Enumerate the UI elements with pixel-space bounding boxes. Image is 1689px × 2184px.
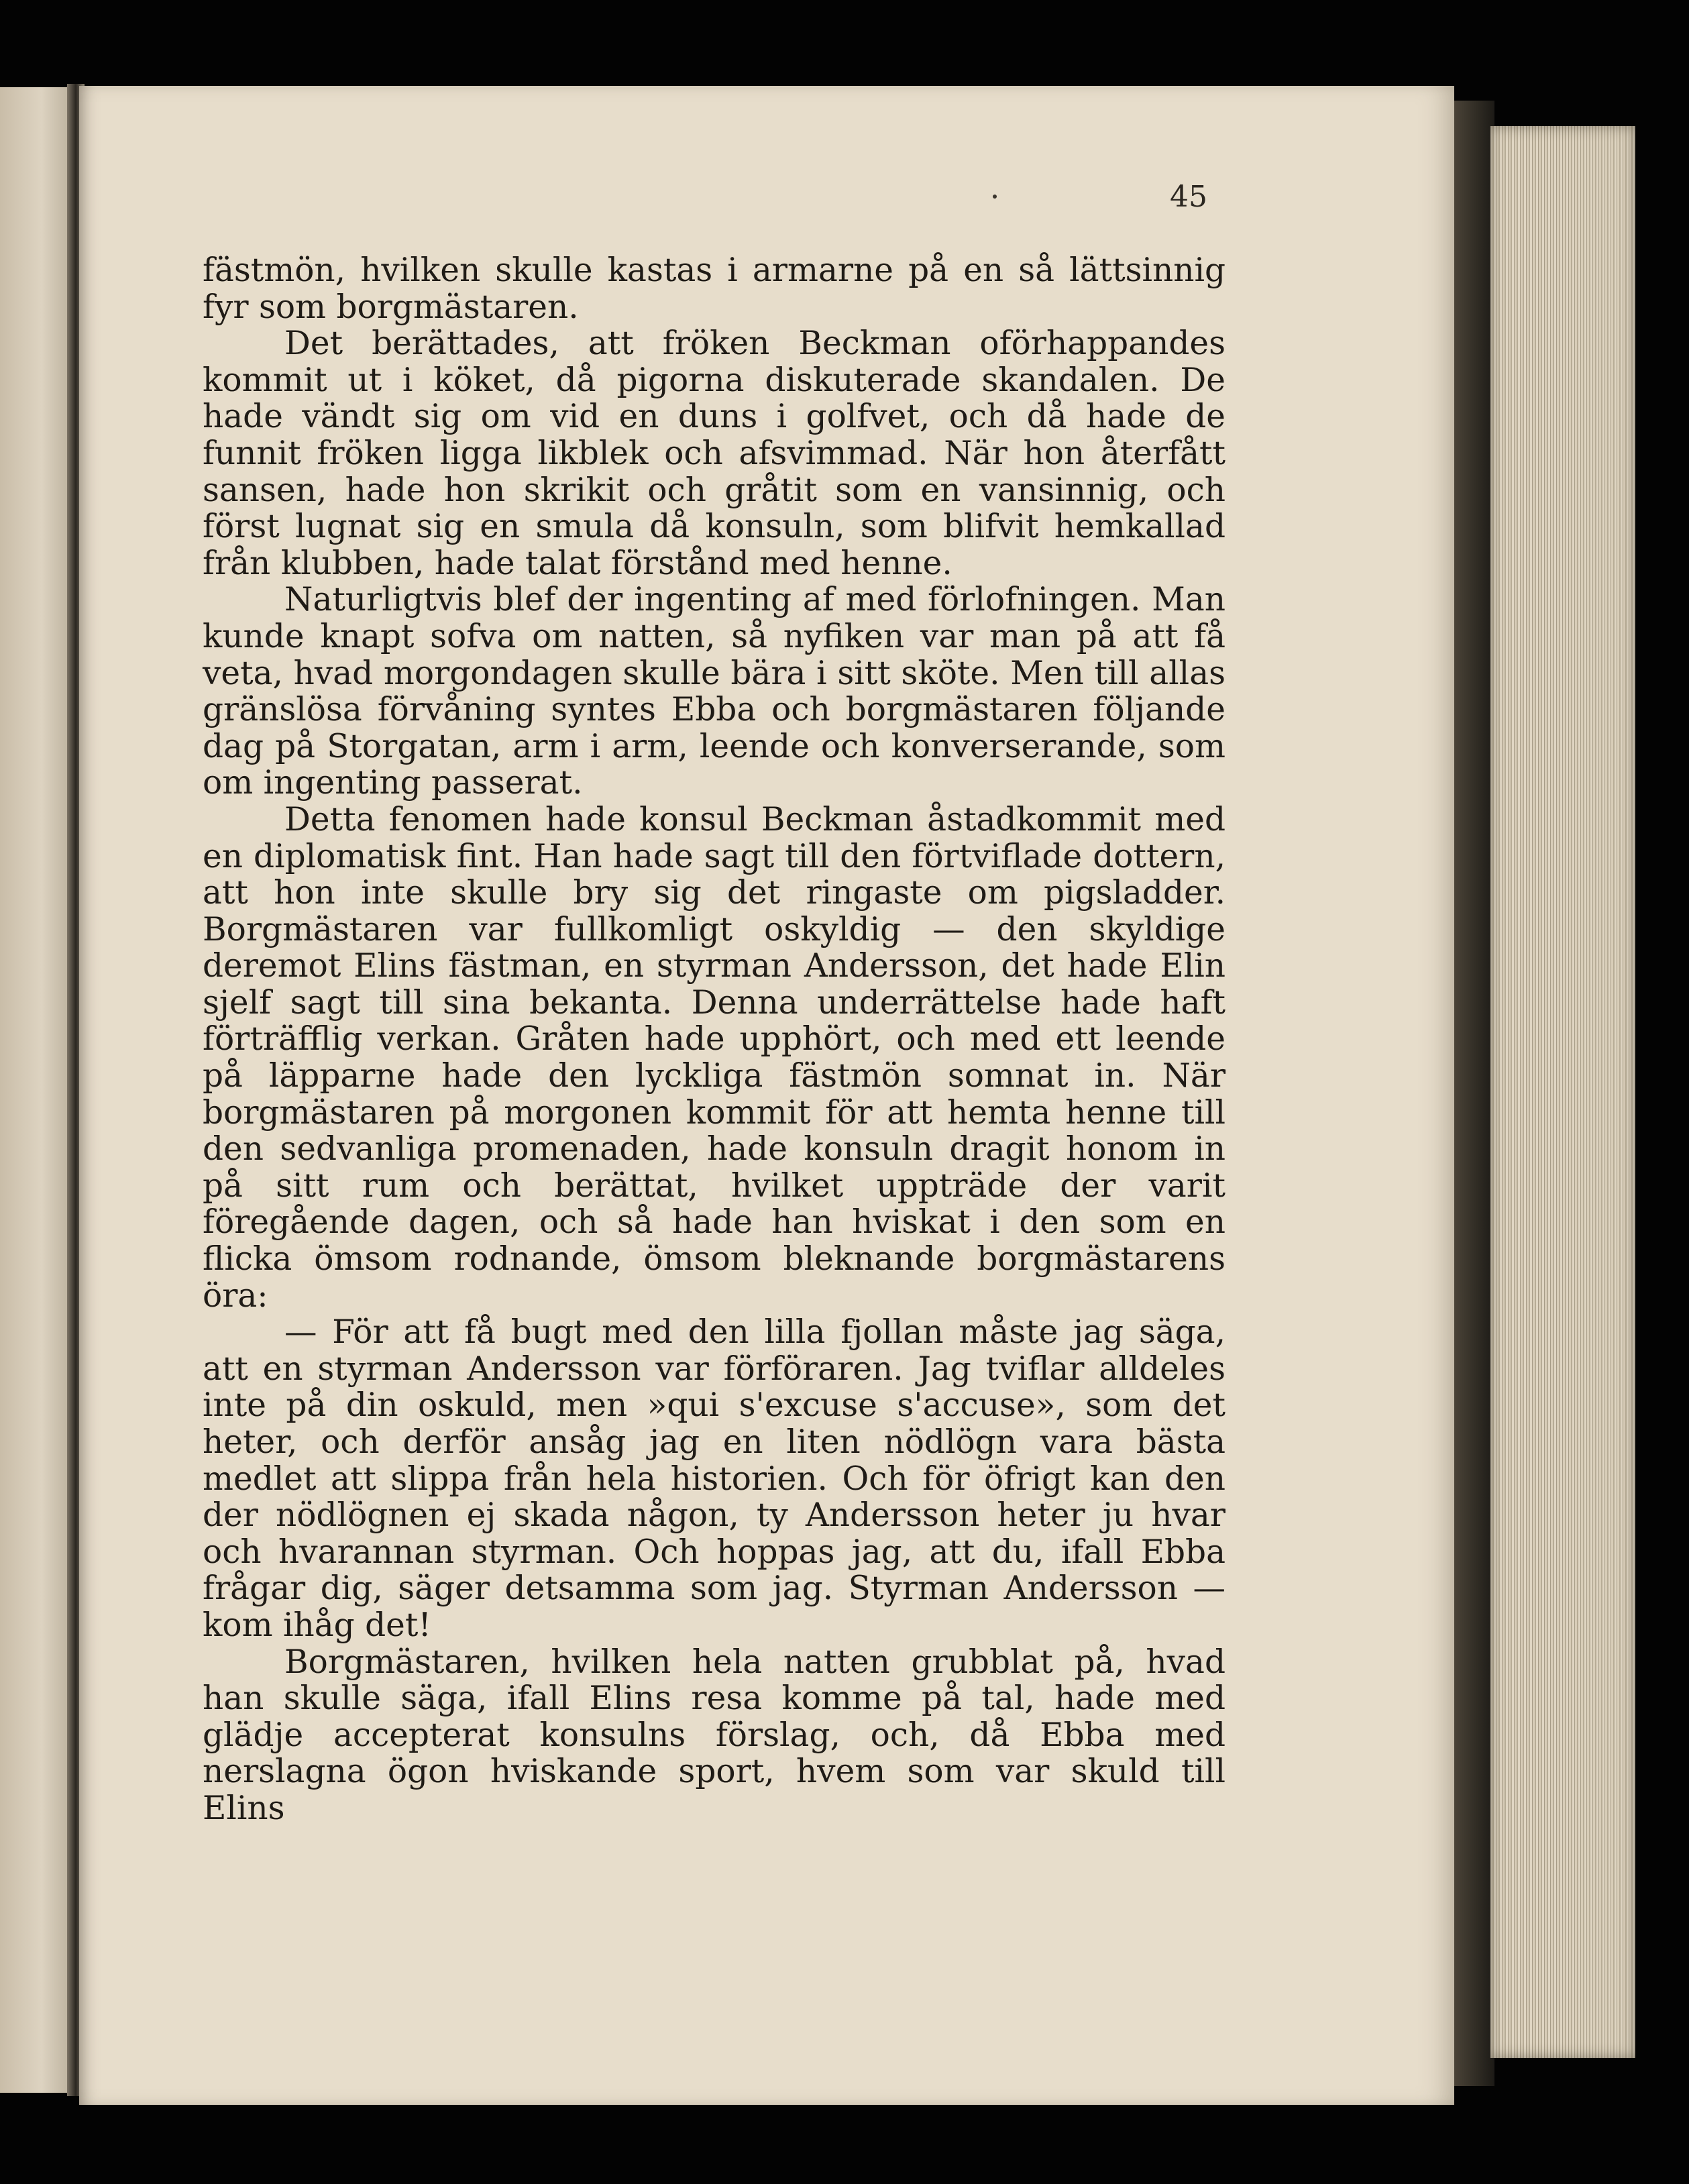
- paragraph-1: fästmön, hvilken skulle kastas i armarne på en så lättsinnig fyr som borgmästaren.: [203, 252, 1225, 326]
- page-number: 45: [1170, 180, 1207, 214]
- book-page-edges: [1490, 126, 1635, 2058]
- ink-dot: [993, 195, 997, 199]
- paragraph-3: Naturligtvis blef der ingenting af med förlofningen. Man kunde knapt sofva om natten, så nyfiken var man på att få veta, hvad morgondagen skulle bära i sitt sköte. Men till allas gränslösa förvåning syntes Ebba och borgmästaren följande dag på Storgatan, arm i arm, leende och konverserande, som om ingenting passerat.: [203, 581, 1225, 802]
- paragraph-5: — För att få bugt med den lilla fjollan måste jag säga, att en styrman Andersson var förföraren. Jag tviflar alldeles inte på din oskuld, men »qui s'excuse s'accuse», som det heter, och derför ansåg jag en liten nödlögn vara bästa medlet att slippa från hela historien. Och för öfrigt kan den der nödlögnen ej skada någon, ty Andersson heter ju hvar och hvarannan styrman. Och hoppas jag, att du, ifall Ebba frågar dig, säger detsamma som jag. Styrman Andersson — kom ihåg det!: [203, 1313, 1225, 1644]
- page-edge-shadow: [1454, 101, 1494, 2086]
- body-text: [203, 252, 1225, 1827]
- paragraph-2: Det berättades, att fröken Beckman oförhappandes kommit ut i köket, då pigorna diskuterade skandalen. De hade vändt sig om vid en duns i golfvet, och då hade de funnit fröken ligga likblek och afsvimmad. När hon återfått sansen, hade hon skrikit och gråtit som en vansinnig, och först lugnat sig en smula då konsuln, som blifvit hemkallad från klubben, hade talat förstånd med henne.: [203, 325, 1225, 582]
- paragraph-4: Detta fenomen hade konsul Beckman åstadkommit med en diplomatisk fint. Han hade sagt till den förtviflade dottern, att hon inte skulle bry sig det ringaste om pigsladder. Borgmästaren var fullkomligt oskyldig — den skyldige deremot Elins fästman, en styrman Andersson, det hade Elin sjelf sagt till sina bekanta. Denna underrättelse hade haft förträfflig verkan. Gråten hade upphört, och med ett leende på läpparne hade den lyckliga fästmön somnat in. När borgmästaren på morgonen kommit för att hemta henne till den sedvanliga promenaden, hade konsuln dragit honom in på sitt rum och berättat, hvilket uppträde der varit föregående dagen, och så hade han hviskat i den som en flicka ömsom rodnande, ömsom bleknande borgmästarens öra:: [203, 800, 1225, 1315]
- paragraph-6: Borgmästaren, hvilken hela natten grubblat på, hvad han skulle säga, ifall Elins resa komme på tal, hade med glädje accepterat konsulns förslag, och, då Ebba med nerslagna ögon hviskande sport, hvem som var skuld till Elins: [203, 1643, 1225, 1827]
- facing-page-edge: [0, 87, 75, 2093]
